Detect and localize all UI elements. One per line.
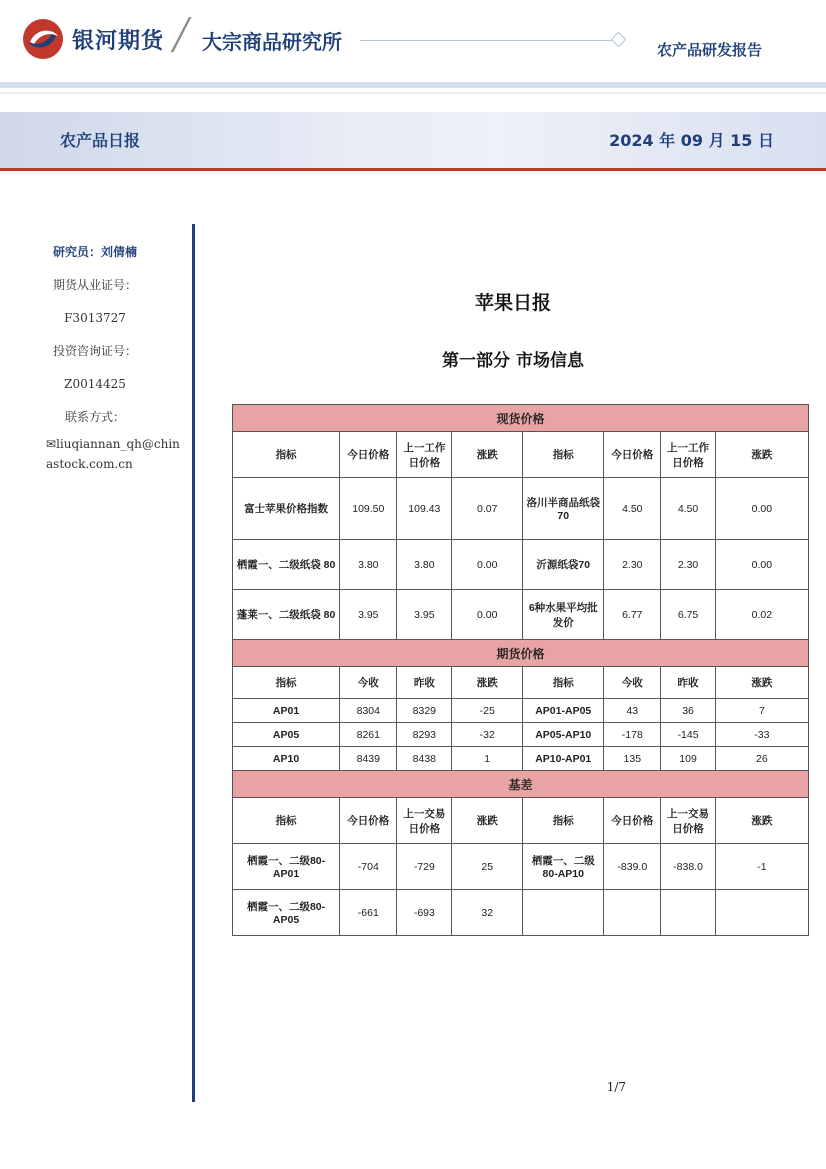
spot-header-cell: 指标 — [233, 432, 340, 478]
futures-cell: 1 — [452, 747, 523, 771]
futures-cell: -25 — [452, 699, 523, 723]
basis-section-header: 基差 — [233, 771, 809, 798]
spot-cell: 3.80 — [340, 540, 397, 590]
section-title: 第一部分 市场信息 — [442, 351, 584, 371]
header — [0, 0, 826, 80]
header-deco-diamond — [611, 32, 627, 48]
advisory-cert-label: 投资咨询证号： — [52, 344, 137, 358]
spot-section-header: 现货价格 — [233, 405, 809, 432]
spot-cell: 0.02 — [715, 590, 808, 640]
futures-cell: 8439 — [340, 747, 397, 771]
futures-cell: -178 — [604, 723, 661, 747]
email-text: liuqiannan_qh@chinastock.com.cn — [46, 437, 180, 471]
table-row — [233, 478, 809, 540]
basis-cell: -729 — [397, 844, 452, 890]
basis-cell: -661 — [340, 890, 397, 936]
report-type: 农产品研发报告 — [656, 41, 762, 59]
table-row — [233, 540, 809, 590]
futures-cell: 8304 — [340, 699, 397, 723]
futures-cell: AP01 — [233, 699, 340, 723]
brand-name: 银河期货 — [72, 29, 165, 54]
basis-cell: -704 — [340, 844, 397, 890]
basis-header-cell: 上一交易日价格 — [397, 798, 452, 844]
spot-header-cell: 今日价格 — [604, 432, 661, 478]
basis-cell: 栖霞一、二级80-AP10 — [523, 844, 604, 890]
brand-divider: ╱ — [172, 18, 191, 53]
futures-cell: 8261 — [340, 723, 397, 747]
spot-cell: 0.00 — [715, 540, 808, 590]
futures-cell: 7 — [715, 699, 808, 723]
futures-header-cell: 指标 — [233, 667, 340, 699]
page-number: 1/7 — [606, 1080, 626, 1094]
table-row — [233, 747, 809, 771]
futures-header-cell: 昨收 — [661, 667, 715, 699]
futures-cell: 135 — [604, 747, 661, 771]
futures-cell: 8293 — [397, 723, 452, 747]
researcher-name: 研究员：刘倩楠 — [52, 245, 137, 259]
table-row — [233, 590, 809, 640]
basis-header-cell: 涨跌 — [715, 798, 808, 844]
futures-cell: -32 — [452, 723, 523, 747]
basis-header-cell: 指标 — [233, 798, 340, 844]
basis-header-cell: 指标 — [523, 798, 604, 844]
futures-cell: 109 — [661, 747, 715, 771]
futures-section-header: 期货价格 — [233, 640, 809, 667]
banner-category: 农产品日报 — [60, 131, 141, 150]
spot-cell: 2.30 — [661, 540, 715, 590]
futures-header-cell: 今收 — [340, 667, 397, 699]
mail-icon: ✉ — [46, 437, 57, 451]
basis-cell — [715, 890, 808, 936]
header-stripe — [0, 82, 826, 88]
market-info-table — [232, 404, 809, 936]
futures-cell: AP10 — [233, 747, 340, 771]
futures-cert-number: F3013727 — [64, 311, 126, 325]
futures-cell: 8438 — [397, 747, 452, 771]
spot-cell: 蓬莱一、二级纸袋 80 — [233, 590, 340, 640]
contact-label: 联系方式： — [64, 410, 125, 424]
futures-header-cell: 涨跌 — [452, 667, 523, 699]
banner-red-rule — [0, 168, 826, 171]
header-deco-line — [360, 40, 615, 41]
basis-cell — [604, 890, 661, 936]
futures-cell: 43 — [604, 699, 661, 723]
futures-cell: 36 — [661, 699, 715, 723]
basis-cell: 栖霞一、二级80-AP01 — [233, 844, 340, 890]
basis-cell: -839.0 — [604, 844, 661, 890]
table-row — [233, 723, 809, 747]
spot-header-cell: 涨跌 — [452, 432, 523, 478]
basis-cell — [523, 890, 604, 936]
basis-cell: -1 — [715, 844, 808, 890]
spot-cell: 6.75 — [661, 590, 715, 640]
galaxy-logo-icon — [22, 18, 64, 60]
spot-cell: 栖霞一、二级纸袋 80 — [233, 540, 340, 590]
basis-header-cell: 涨跌 — [452, 798, 523, 844]
advisory-cert-number: Z0014425 — [64, 377, 126, 391]
basis-header-cell: 上一交易日价格 — [661, 798, 715, 844]
spot-cell: 109.50 — [340, 478, 397, 540]
spot-cell: 109.43 — [397, 478, 452, 540]
futures-cell: AP10-AP01 — [523, 747, 604, 771]
basis-cell: 25 — [452, 844, 523, 890]
futures-cell: 8329 — [397, 699, 452, 723]
table-row — [233, 844, 809, 890]
institute-name: 大宗商品研究所 — [202, 30, 342, 54]
header-stripe-thin — [0, 92, 826, 94]
table-row — [233, 890, 809, 936]
basis-cell: -693 — [397, 890, 452, 936]
spot-header-cell: 上一工作日价格 — [397, 432, 452, 478]
spot-cell: 6种水果平均批发价 — [523, 590, 604, 640]
contact-email[interactable] — [38, 434, 190, 474]
spot-cell: 0.00 — [452, 540, 523, 590]
spot-cell: 0.07 — [452, 478, 523, 540]
basis-cell: 栖霞一、二级80-AP05 — [233, 890, 340, 936]
futures-cell: AP01-AP05 — [523, 699, 604, 723]
author-sidebar — [0, 236, 190, 474]
spot-cell: 0.00 — [715, 478, 808, 540]
futures-header-cell: 今收 — [604, 667, 661, 699]
spot-cell: 富士苹果价格指数 — [233, 478, 340, 540]
spot-cell: 3.95 — [397, 590, 452, 640]
spot-cell: 沂源纸袋70 — [523, 540, 604, 590]
banner-date: 2024 年 09 月 15 日 — [609, 131, 774, 150]
spot-cell: 4.50 — [661, 478, 715, 540]
futures-cell: -33 — [715, 723, 808, 747]
spot-cell: 4.50 — [604, 478, 661, 540]
spot-header-cell: 上一工作日价格 — [661, 432, 715, 478]
futures-cert-label: 期货从业证号： — [52, 278, 137, 292]
basis-header-cell: 今日价格 — [340, 798, 397, 844]
spot-header-cell: 指标 — [523, 432, 604, 478]
spot-cell: 6.77 — [604, 590, 661, 640]
futures-cell: AP05-AP10 — [523, 723, 604, 747]
futures-cell: 26 — [715, 747, 808, 771]
basis-cell: -838.0 — [661, 844, 715, 890]
spot-cell: 0.00 — [452, 590, 523, 640]
table-row — [233, 699, 809, 723]
basis-header-cell: 今日价格 — [604, 798, 661, 844]
futures-header-cell: 指标 — [523, 667, 604, 699]
report-title: 苹果日报 — [474, 292, 551, 314]
spot-header-cell: 今日价格 — [340, 432, 397, 478]
basis-cell: 32 — [452, 890, 523, 936]
futures-cell: AP05 — [233, 723, 340, 747]
spot-cell: 3.95 — [340, 590, 397, 640]
spot-cell: 2.30 — [604, 540, 661, 590]
futures-header-cell: 涨跌 — [715, 667, 808, 699]
spot-cell: 3.80 — [397, 540, 452, 590]
spot-cell: 洛川半商品纸袋70 — [523, 478, 604, 540]
futures-header-cell: 昨收 — [397, 667, 452, 699]
futures-cell: -145 — [661, 723, 715, 747]
basis-cell — [661, 890, 715, 936]
sidebar-divider — [192, 224, 195, 1102]
spot-header-cell: 涨跌 — [715, 432, 808, 478]
